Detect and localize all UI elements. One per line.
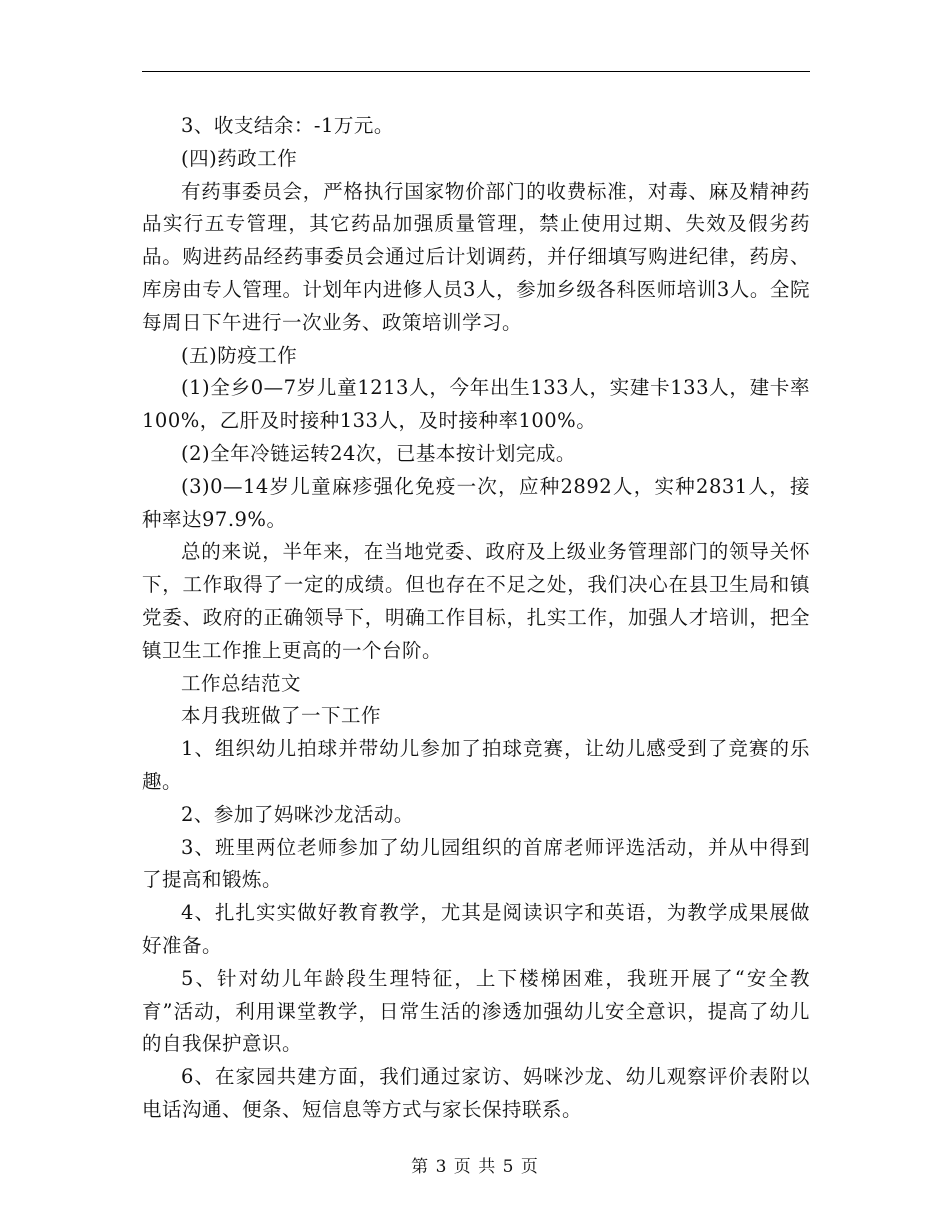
paragraph: (1)全乡0—7岁儿童1213人，今年出生133人，实建卡133人，建卡率100%，乙肝及时接种133人，及时接种率100%。 [142,376,810,433]
section-heading: (五)防疫工作 [181,343,298,367]
paragraph: 本月我班做了一下工作 [181,704,382,728]
list-item: 3、班里两位老师参加了幼儿园组织的首席老师评选活动，并从中得到了提高和锻炼。 [142,835,810,892]
page-number-footer: 第 3 页 共 5 页 [411,1157,539,1177]
paragraph: (2)全年冷链运转24次，已基本按计划完成。 [181,441,576,465]
paragraph: 3、收支结余：-1万元。 [181,114,394,137]
list-item: 4、扎扎实实做好教育教学，尤其是阅读识字和英语，为教学成果展做好准备。 [142,901,810,957]
paragraph: (3)0—14岁儿童麻疹强化免疫一次，应种2892人，实种2831人，接种率达97.9%。 [142,474,810,531]
paragraph: 有药事委员会，严格执行国家物价部门的收费标准，对毒、麻及精神药品实行五专管理，其它药品加强质量管理，禁止使用过期、失效及假劣药品。购进药品经药事委员会通过后计划调药，并仔细填写购进纪律，药房、库房由专人管理。计划年内进修人员3人，参加乡级各科医师培训3人。全院每周日下午进行一次业务、政策培训学习。 [142,179,810,334]
list-item: 1、组织幼儿拍球并带幼儿参加了拍球竞赛，让幼儿感受到了竞赛的乐趣。 [142,737,810,793]
section-heading: 工作总结范文 [181,671,302,695]
document-body [142,110,810,1127]
section-heading: (四)药政工作 [181,146,298,170]
paragraph: 总的来说，半年来，在当地党委、政府及上级业务管理部门的领导关怀下，工作取得了一定的成绩。但也存在不足之处，我们决心在县卫生局和镇党委、政府的正确领导下，明确工作目标，扎实工作，加强人才培训，把全镇卫生工作推上更高的一个台阶。 [142,540,810,662]
list-item: 2、参加了妈咪沙龙活动。 [181,802,414,826]
list-item: 5、针对幼儿年龄段生理特征，上下楼梯困难，我班开展了“安全教育”活动，利用课堂教学，日常生活的渗透加强幼儿安全意识，提高了幼儿的自我保护意识。 [142,966,810,1056]
list-item: 6、在家园共建方面，我们通过家访、妈咪沙龙、幼儿观察评价表附以电话沟通、便条、短信息等方式与家长保持联系。 [142,1065,810,1121]
header-rule [142,71,810,72]
